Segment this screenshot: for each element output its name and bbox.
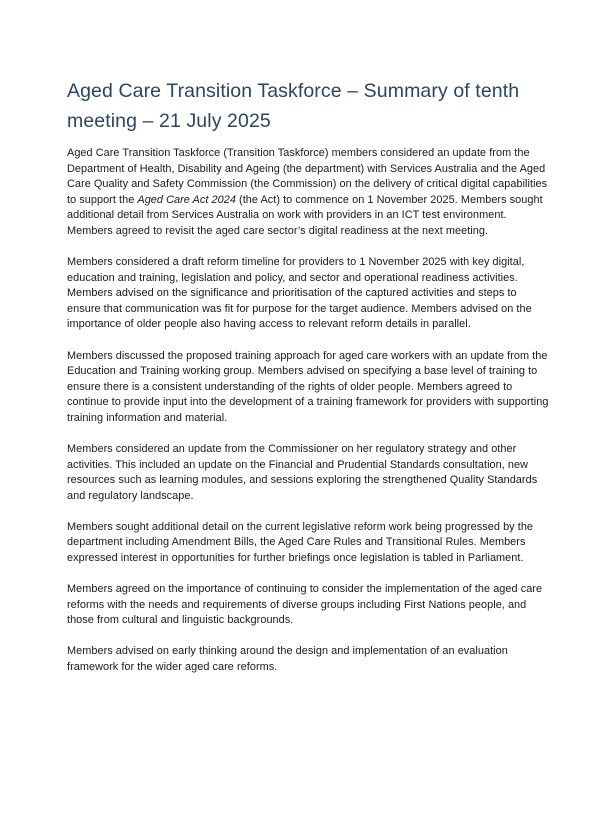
paragraph-diverse-groups: Members agreed on the importance of continuing to consider the implementation of the aged care reforms with the needs and requirements of diverse groups including First Nations people, and those from cultural and linguistic backgrounds. <box>67 583 543 627</box>
paragraph-text: Aged Care Transition Taskforce (Transition Taskforce) members considered an update from the Department of Health, Disability and Ageing (the department) with Services Australia and the Aged Care Quality and Safety Commission (the Commission) on the delivery of critical digital capabilities to support the <box>67 147 548 206</box>
paragraph-legislative-reform: Members sought additional detail on the current legislative reform work being progressed by the department including Amendment Bills, the Aged Care Rules and Transitional Rules. Members expressed interest in opportunities for further briefings once legislation is tabled in Parliament. <box>67 520 534 565</box>
paragraph-commissioner-update: Members considered an update from the Commissioner on her regulatory strategy and other activities. This included an update on the Financial and Prudential Standards consultation, new resources such as learning modules, and sessions exploring the strengthened Quality Standards and regulatory landscape. <box>67 443 538 502</box>
paragraph-text: (the Act) to commence on 1 November 2025. Members sought additional detail from Services Australia on work with providers in an ICT test environment. Members agreed to revisit the aged care sector’s digital readiness at the next meeting. <box>67 193 543 237</box>
paragraph-evaluation-framework: Members advised on early thinking around the design and implementation of an evaluation framework for the wider aged care reforms. <box>67 645 508 674</box>
page-title: Aged Care Transition Taskforce – Summary of tenth meeting – 21 July 2025 <box>67 80 520 132</box>
paragraph-reform-timeline: Members considered a draft reform timeline for providers to 1 November 2025 with key digital, education and training, legislation and policy, and sector and operational readiness activities. Members advised on the significance and prioritisation of the captured activities and steps to ensure that communication was fit for purpose for the target audience. Members advised on the importance of older people also having access to relevant reform details in parallel. <box>67 256 532 331</box>
act-title: Aged Care Act 2024 <box>137 193 236 206</box>
paragraph-digital-capabilities <box>67 146 553 240</box>
paragraph-training-approach: Members discussed the proposed training approach for aged care workers with an update from the Education and Training working group. Members advised on specifying a base level of training to ensure there is a consistent understanding of the rights of older people. Members agreed to continue to provide input into the development of a training framework for providers with supporting training information and material. <box>67 349 549 424</box>
